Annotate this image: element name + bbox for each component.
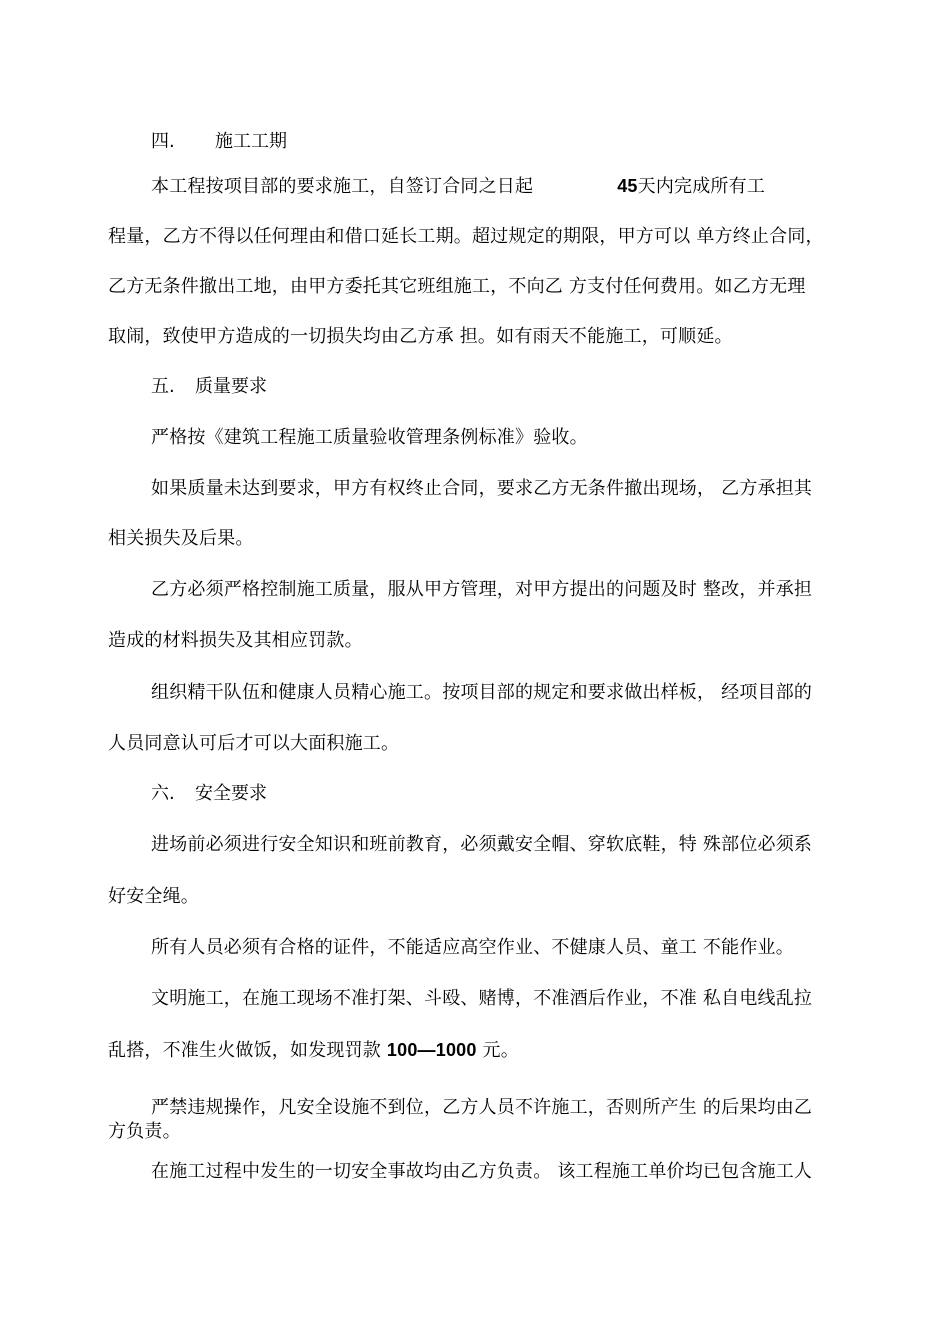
paragraph-line: 文明施工，在施工现场不准打架、斗殴、赌博，不准酒后作业，不准 私自电线乱拉 [151,988,813,1009]
section-title: 施工工期 [215,131,287,152]
paragraph-line [151,174,791,199]
number-span: 45 [617,176,638,196]
paragraph-line: 乙方必须严格控制施工质量，服从甲方管理，对甲方提出的问题及时 整改，并承担 [151,579,813,600]
paragraph-line: 严禁违规操作，凡安全设施不到位，乙方人员不许施工，否则所产生 的后果均由乙 [151,1097,813,1118]
section-number: 五. [151,376,175,397]
section-heading-6 [151,782,267,806]
section-heading-4 [151,130,287,154]
paragraph-line [108,1038,842,1063]
section-title: 质量要求 [195,376,267,397]
paragraph-line: 组织精干队伍和健康人员精心施工。按项目部的规定和要求做出样板， 经项目部的 [151,682,813,703]
text-span: 本工程按项目部的要求施工，自签订合同之日起 [151,176,534,197]
text-span: 天内完成所有工 [637,176,766,197]
paragraph-line: 所有人员必须有合格的证件，不能适应高空作业、不健康人员、童工 不能作业。 [151,937,794,958]
number-span: 100—1000 [386,1040,477,1060]
paragraph-line: 乙方无条件撤出工地，由甲方委托其它班组施工，不向乙 方支付任何费用。如乙方无理 [108,276,806,297]
text-span: 元。 [482,1040,519,1061]
paragraph-line: 严格按《建筑工程施工质量验收管理条例标准》验收。 [151,427,588,448]
paragraph-line: 相关损失及后果。 [108,528,254,549]
section-number: 六. [151,783,175,804]
text-span: 乱搭，不准生火做饭，如发现罚款 [108,1040,381,1061]
paragraph-line: 进场前必须进行安全知识和班前教育，必须戴安全帽、穿软底鞋，特 殊部位必须系 [151,834,813,855]
paragraph-line: 在施工过程中发生的一切安全事故均由乙方负责。 该工程施工单价均已包含施工人 [151,1161,813,1182]
paragraph-line: 取闹，致使甲方造成的一切损失均由乙方承 担。如有雨天不能施工，可顺延。 [108,326,733,347]
section-title: 安全要求 [195,783,267,804]
paragraph-line: 好安全绳。 [108,886,199,907]
section-number: 四. [151,131,175,152]
paragraph-line: 方负责。 [108,1121,181,1142]
paragraph-line: 造成的材料损失及其相应罚款。 [108,630,363,651]
paragraph-line: 人员同意认可后才可以大面积施工。 [108,733,400,754]
section-heading-5 [151,375,267,399]
paragraph-line: 如果质量未达到要求，甲方有权终止合同，要求乙方无条件撤出现场， 乙方承担其 [151,478,813,499]
paragraph-line: 程量，乙方不得以任何理由和借口延长工期。超过规定的期限，甲方可以 单方终止合同， [108,226,824,247]
